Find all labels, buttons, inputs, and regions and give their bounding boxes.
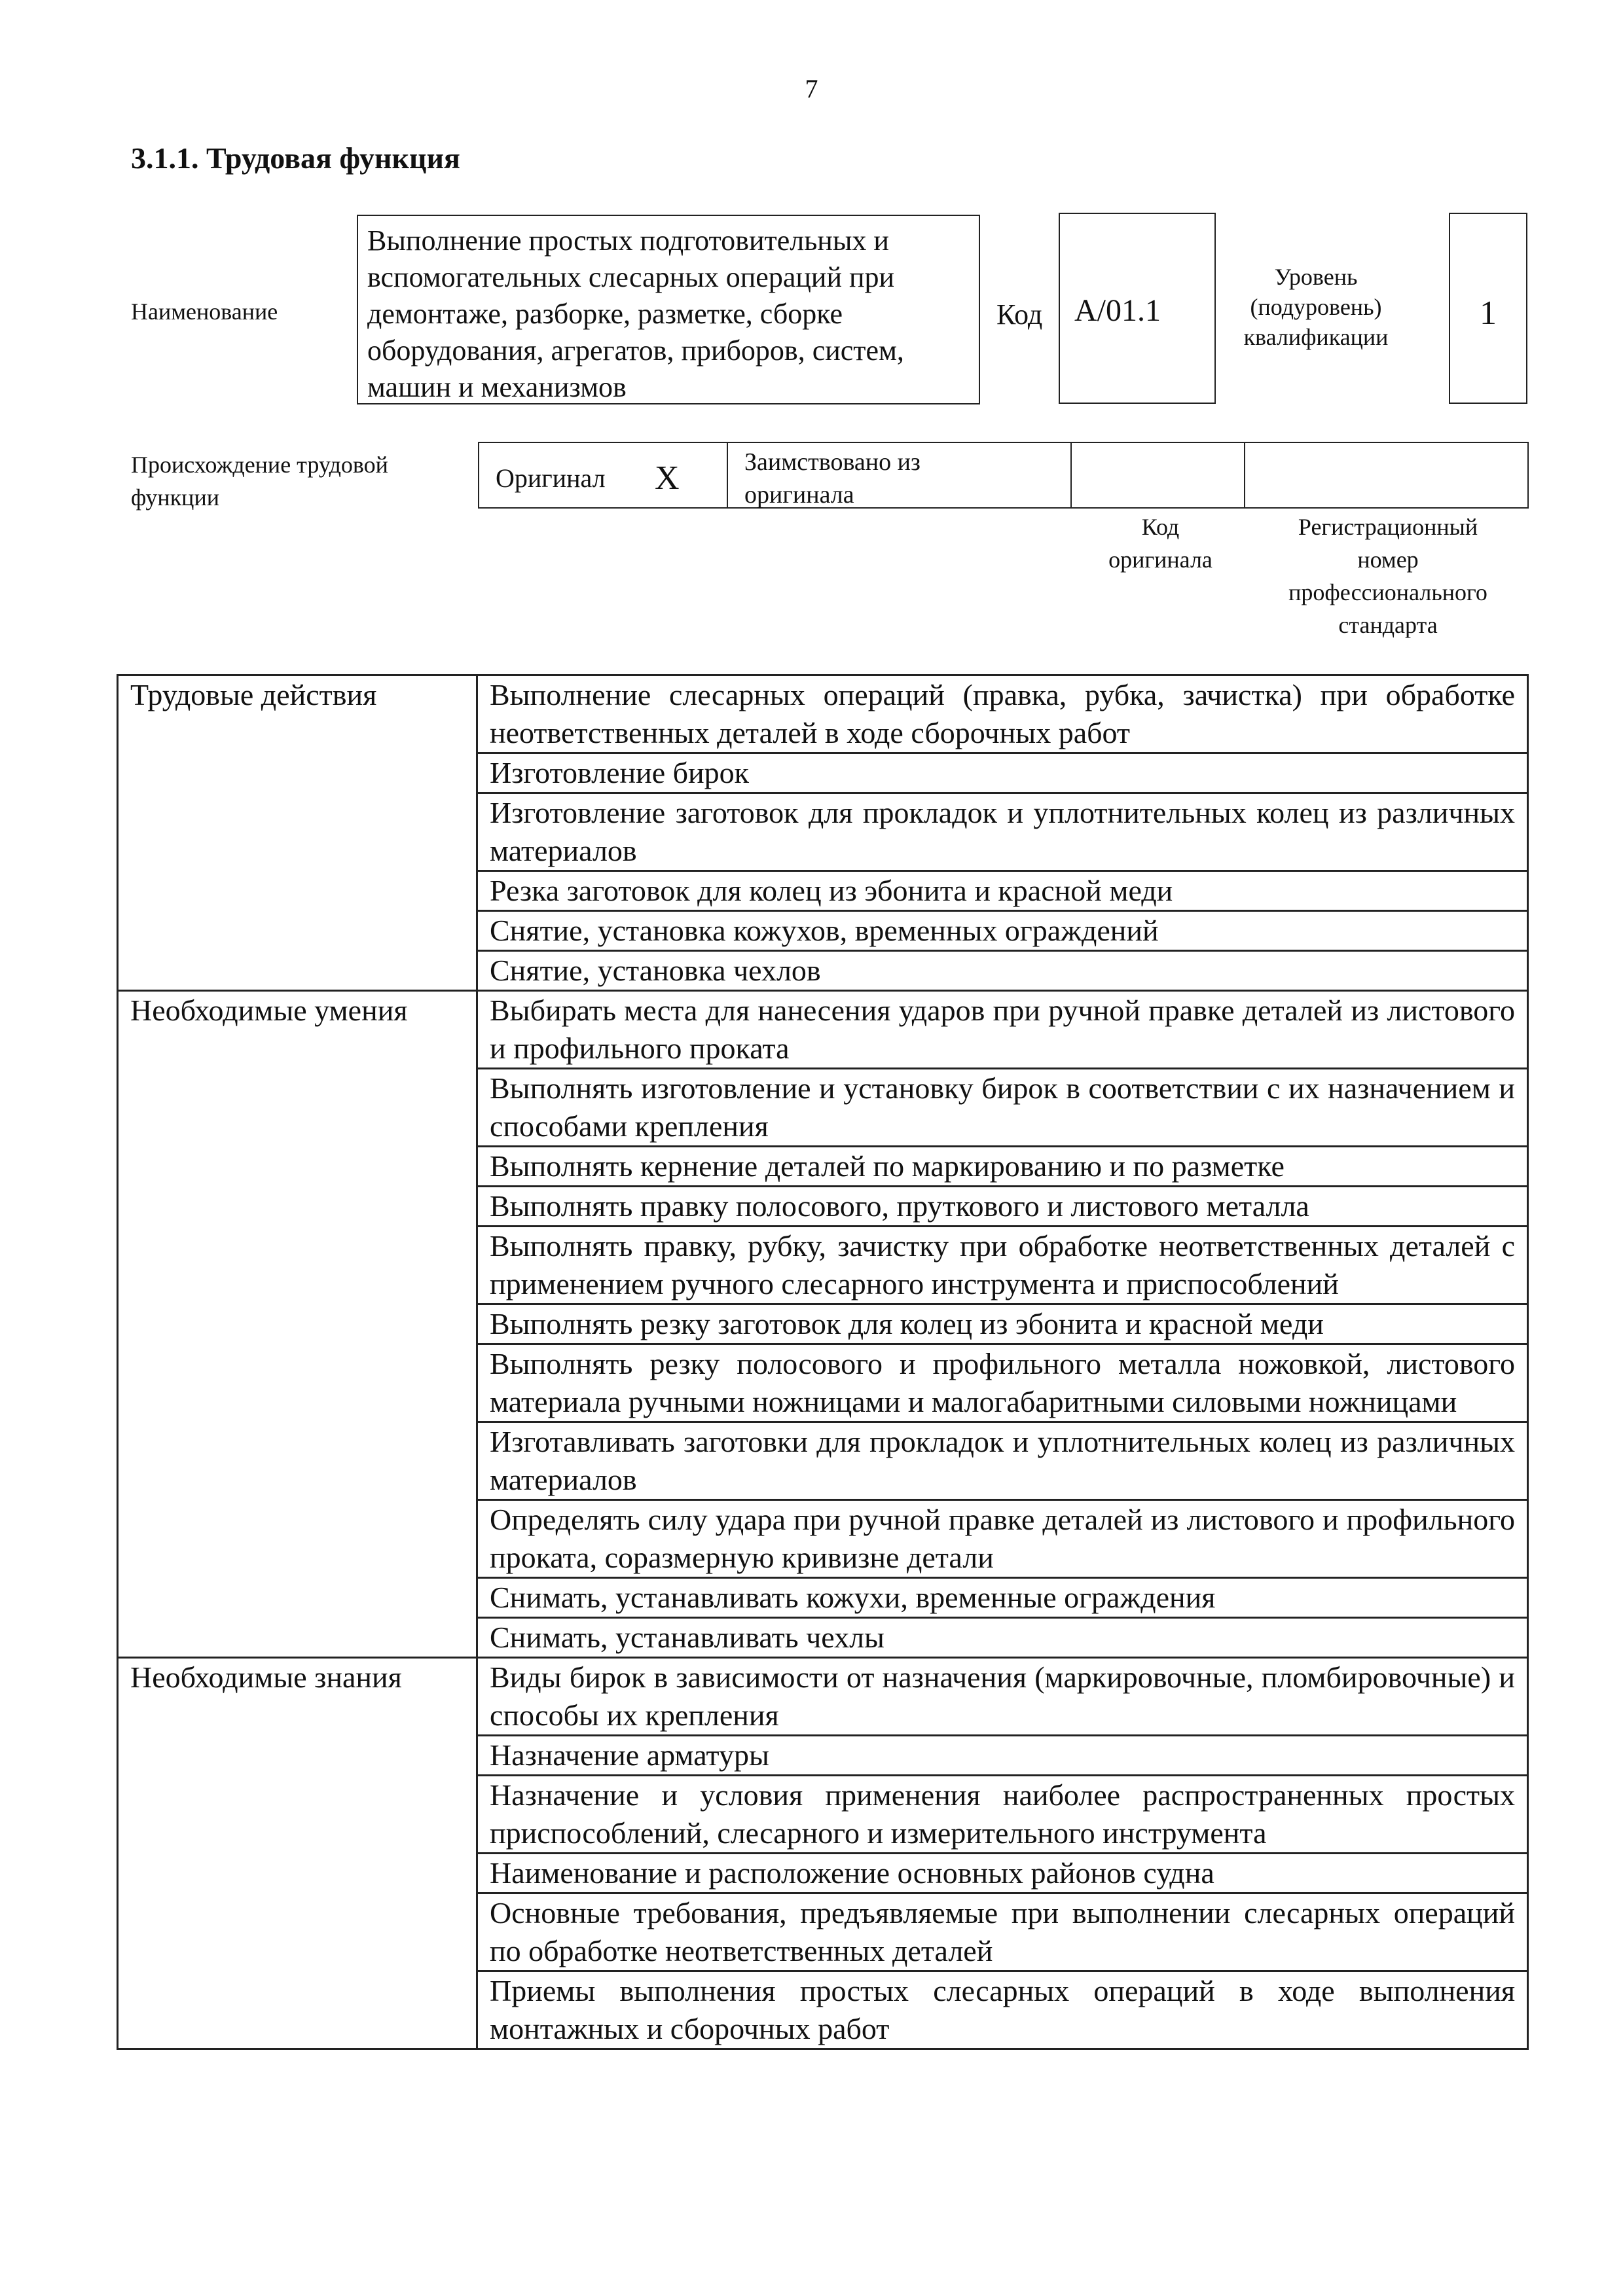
table-cell: Выполнять резку заготовок для колец из эбонита и красной меди (477, 1304, 1528, 1344)
caption-line: оригинала (1108, 547, 1213, 573)
original-code-caption (1074, 511, 1247, 576)
borrowed-label-line: оригинала (744, 481, 854, 509)
table-cell: Выполнять изготовление и установку бирок в соответствии с их назначением и способами крепления (477, 1069, 1528, 1147)
page-number: 7 (805, 74, 818, 103)
table-cell: Приемы выполнения простых слесарных операций в ходе выполнения монтажных и сборочных работ (477, 1971, 1528, 2049)
table-cell: Выполнять правку полосового, пруткового и листового металла (477, 1187, 1528, 1227)
origin-label-line: функции (131, 484, 219, 511)
table-cell: Снятие, установка кожухов, временных ограждений (477, 911, 1528, 951)
table-cell: Выполнять резку полосового и профильного металла ножовкой, листового материала ручными ножницами и малогабаритными силовыми ножницами (477, 1344, 1528, 1422)
borrowed-label-line: Заимствовано из (744, 448, 921, 476)
registration-number-cell (1245, 443, 1527, 507)
original-code-cell (1072, 443, 1245, 507)
table-cell: Выполнять кернение деталей по маркированию и по разметке (477, 1147, 1528, 1187)
table-cell: Назначение арматуры (477, 1736, 1528, 1776)
level-label-line: квалификации (1243, 324, 1389, 350)
table-cell: Снимать, устанавливать кожухи, временные ограждения (477, 1578, 1528, 1618)
table-cell: Выбирать места для нанесения ударов при ручной правке деталей из листового и профильного проката (477, 991, 1528, 1069)
table-row (118, 675, 1528, 753)
table-cell: Виды бирок в зависимости от назначения (маркировочные, пломбировочные) и способы их крепления (477, 1658, 1528, 1736)
caption-line: стандарта (1338, 612, 1438, 638)
original-cell (479, 443, 728, 507)
function-name-box: Выполнение простых подготовительных и вспомогательных слесарных операций при демонтаже, разборке, разметке, сборке оборудования, агрегатов, приборов, систем, машин и механизмов (357, 215, 980, 404)
table-row (118, 991, 1528, 1069)
labor-function-table (117, 674, 1529, 2050)
original-mark: X (655, 459, 680, 497)
section-title: 3.1.1. Трудовая функция (131, 141, 460, 175)
origin-label (131, 448, 388, 514)
required-knowledge-label: Необходимые знания (118, 1658, 477, 2049)
caption-line: Регистрационный (1298, 514, 1478, 540)
original-label: Оригинал (496, 463, 606, 493)
caption-line: профессионального (1288, 579, 1487, 605)
caption-line: Код (1141, 514, 1180, 540)
origin-strip (478, 442, 1529, 509)
table-cell: Снимать, устанавливать чехлы (477, 1618, 1528, 1658)
level-label-line: Уровень (1274, 264, 1358, 290)
table-cell: Основные требования, предъявляемые при выполнении слесарных операций по обработке неответственных деталей (477, 1893, 1528, 1971)
function-code-box: А/01.1 (1059, 213, 1216, 404)
table-cell: Назначение и условия применения наиболее распространенных простых приспособлений, слесарного и измерительного инструмента (477, 1776, 1528, 1854)
code-label: Код (996, 298, 1043, 331)
table-cell: Резка заготовок для колец из эбонита и красной меди (477, 871, 1528, 911)
table-cell: Изготавливать заготовки для прокладок и уплотнительных колец из различных материалов (477, 1422, 1528, 1500)
level-label-line: (подуровень) (1250, 294, 1382, 320)
required-skills-label: Необходимые умения (118, 991, 477, 1658)
level-label (1231, 262, 1401, 352)
caption-line: номер (1357, 547, 1419, 573)
table-cell: Снятие, установка чехлов (477, 951, 1528, 991)
qualification-level-box: 1 (1449, 213, 1527, 404)
registration-number-caption (1247, 511, 1529, 641)
borrowed-cell (728, 443, 1072, 507)
table-cell: Определять силу удара при ручной правке деталей из листового и профильного проката, соразмерную кривизне детали (477, 1500, 1528, 1578)
table-cell: Наименование и расположение основных районов судна (477, 1854, 1528, 1893)
table-cell: Выполнять правку, рубку, зачистку при обработке неответственных деталей с применением ручного слесарного инструмента и приспособлений (477, 1227, 1528, 1304)
table-row (118, 1658, 1528, 1736)
name-label: Наименование (131, 298, 278, 325)
origin-label-line: Происхождение трудовой (131, 452, 388, 478)
labor-actions-label: Трудовые действия (118, 675, 477, 991)
table-cell: Выполнение слесарных операций (правка, рубка, зачистка) при обработке неответственных деталей в ходе сборочных работ (477, 675, 1528, 753)
table-cell: Изготовление бирок (477, 753, 1528, 793)
table-cell: Изготовление заготовок для прокладок и уплотнительных колец из различных материалов (477, 793, 1528, 871)
